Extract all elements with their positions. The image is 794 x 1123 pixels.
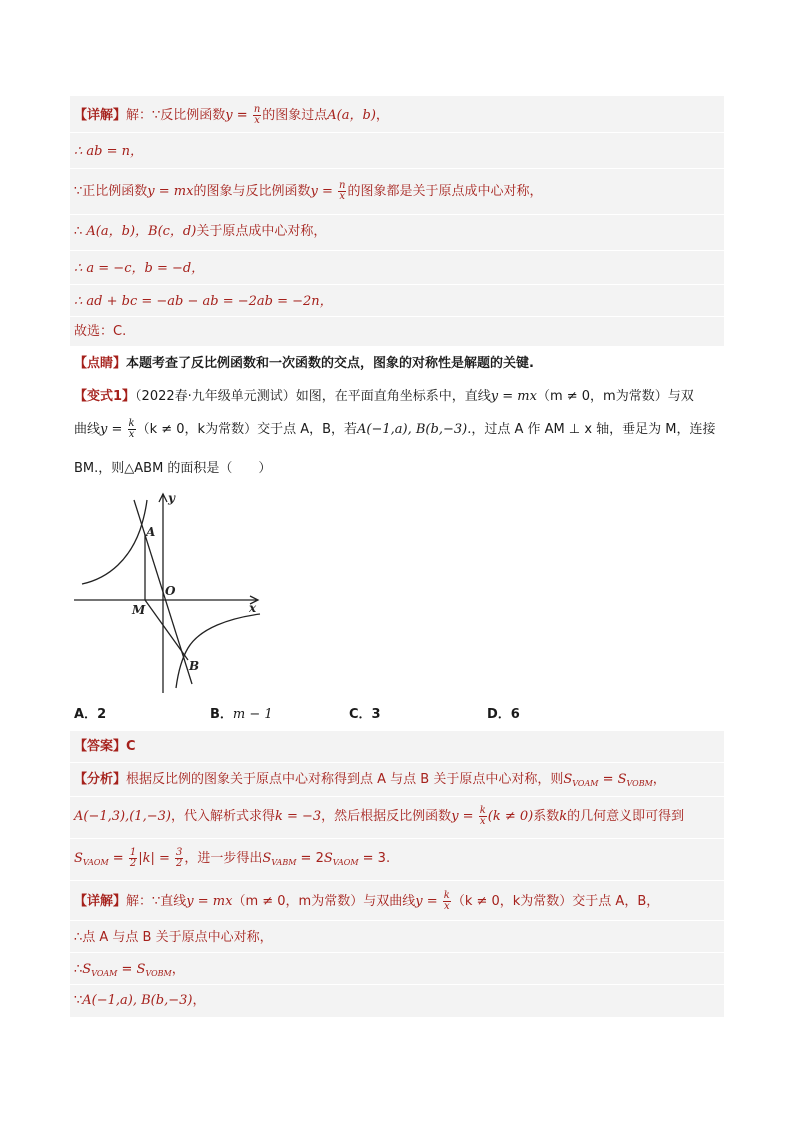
answer-tag: 【答案】 <box>74 739 127 754</box>
math: k = −3 <box>274 809 322 824</box>
fraction <box>128 419 136 440</box>
row-divider <box>70 984 724 985</box>
text: 根据反比例的图象关于原点中心对称得到点 A 与点 B 关于原点中心对称，则 <box>126 772 564 787</box>
text: ∵ <box>74 993 83 1008</box>
denominator: x <box>128 429 135 440</box>
text: ， <box>375 108 389 123</box>
option-text: m − 1 <box>232 707 273 722</box>
math: = <box>598 772 618 787</box>
denominator: x <box>479 816 486 827</box>
math: y = mx <box>186 894 233 909</box>
fraction <box>129 848 137 869</box>
text: （m ≠ 0，m为常数）与双 <box>536 389 694 404</box>
option-text: 6 <box>510 707 520 722</box>
math: A(a，b) <box>327 108 376 123</box>
fraction <box>338 181 346 202</box>
denominator: x <box>254 115 260 126</box>
denominator: 2 <box>129 858 137 869</box>
math: A(−1,3),(1,−3) <box>74 809 171 824</box>
analysis-line-3 <box>74 845 720 873</box>
numerator: 1 <box>129 847 137 858</box>
subscript: VAOM <box>332 858 359 867</box>
math: S <box>82 962 92 977</box>
detail2-line-1 <box>74 888 720 916</box>
detail-line-2: ∴ ab = n， <box>74 144 144 159</box>
subscript: VOAM <box>91 969 118 978</box>
row-divider <box>70 284 724 285</box>
math: S <box>74 851 83 866</box>
analysis-line-2 <box>74 803 720 831</box>
detail-line-4 <box>74 218 720 246</box>
subscript: VAOM <box>82 858 109 867</box>
label-b: B <box>189 659 200 673</box>
row-divider <box>70 250 724 251</box>
math: k <box>559 809 568 824</box>
subscript: VOBM <box>145 969 172 978</box>
math: |k| = <box>138 851 175 866</box>
numerator: 3 <box>176 847 183 858</box>
row-divider <box>70 920 724 921</box>
label-m: M <box>132 603 146 617</box>
fraction <box>253 105 261 126</box>
row-divider <box>70 838 724 839</box>
text: （k ≠ 0，k为常数）交于点 A，B，若 <box>136 422 358 437</box>
numerator: n <box>338 180 346 191</box>
text: （k ≠ 0，k为常数）交于点 A，B， <box>451 894 660 909</box>
math: S <box>262 851 272 866</box>
math: A(−1,a), B(b,−3). <box>357 422 472 437</box>
row-divider <box>70 952 724 953</box>
numerator: n <box>253 104 261 115</box>
math: y = <box>310 184 337 199</box>
text: 曲线 <box>74 422 101 437</box>
detail-line-6: ∴ ad + bc = −ab − ab = −2ab = −2n， <box>74 294 333 309</box>
hyperbola-branch-right <box>176 614 260 688</box>
text: 系数 <box>533 809 560 824</box>
row-divider <box>70 214 724 215</box>
row-divider <box>70 168 724 169</box>
math: S <box>617 772 627 787</box>
text: ∴ <box>74 224 87 239</box>
numerator: k <box>443 890 450 901</box>
option-d[interactable] <box>487 705 520 725</box>
subscript: VOAM <box>572 779 599 788</box>
label-x: x <box>249 601 257 615</box>
comment-text: 本题考查了反比例函数和一次函数的交点，图象的对称性是解题的关键. <box>126 356 534 371</box>
row-divider <box>70 762 724 763</box>
text: 解：∵直线 <box>126 894 187 909</box>
comment-line <box>74 350 720 378</box>
detail-line-3 <box>74 178 720 206</box>
math: (k ≠ 0) <box>487 809 534 824</box>
numerator: k <box>128 418 135 429</box>
option-c[interactable] <box>349 705 381 725</box>
problem-tag: 【变式1】 <box>74 389 136 404</box>
math: = 3. <box>358 851 391 866</box>
detail-tag: 【详解】 <box>74 894 127 909</box>
math: S <box>136 962 146 977</box>
option-a[interactable] <box>74 705 106 725</box>
hyperbola-branch-left <box>82 500 147 584</box>
analysis-line-1 <box>74 766 720 794</box>
text: 解：∵反比例函数 <box>126 108 226 123</box>
option-text: 3 <box>371 707 381 722</box>
row-divider <box>70 796 724 797</box>
detail-line-5: ∴ a = −c，b = −d， <box>74 261 205 276</box>
text: 的图象过点 <box>262 108 328 123</box>
problem-line-1 <box>74 385 724 409</box>
text: ，进一步得出 <box>184 851 263 866</box>
text: ，过点 A 作 AM ⊥ x 轴，垂足为 M，连接 <box>471 422 716 437</box>
math: S <box>563 772 573 787</box>
text: 的几何意义即可得到 <box>567 809 685 824</box>
fraction <box>175 848 183 869</box>
denominator: x <box>443 901 450 912</box>
coordinate-figure <box>70 488 270 698</box>
detail-tag: 【详解】 <box>74 108 127 123</box>
math: y = mx <box>490 389 537 404</box>
text: 的图象都是关于原点成中心对称， <box>347 184 543 199</box>
math: y = <box>100 422 127 437</box>
denominator: 2 <box>176 858 183 869</box>
detail2-line-2: ∴点 A 与点 B 关于原点中心对称， <box>74 930 273 945</box>
text: ∴ <box>74 962 83 977</box>
row-divider <box>70 316 724 317</box>
problem-line-2 <box>74 418 724 442</box>
text: （m ≠ 0，m为常数）与双曲线 <box>232 894 416 909</box>
label-o: O <box>165 584 176 598</box>
analysis-tag: 【分析】 <box>74 772 127 787</box>
label-y: y <box>168 491 175 505</box>
numerator: k <box>479 805 486 816</box>
option-letter: A． <box>74 707 98 722</box>
math: y = <box>415 894 442 909</box>
math: = <box>108 851 128 866</box>
comment-tag: 【点睛】 <box>74 356 127 371</box>
segment-bm <box>145 600 188 660</box>
text: ，代入解析式求得 <box>170 809 275 824</box>
text: ， <box>652 772 666 787</box>
fraction <box>479 806 487 827</box>
answer-line <box>74 733 720 761</box>
math: S <box>323 851 333 866</box>
row-divider <box>70 880 724 881</box>
answer-value: C <box>126 739 136 754</box>
math: y = <box>451 809 478 824</box>
fraction <box>443 891 451 912</box>
text: 的图象与反比例函数 <box>193 184 311 199</box>
detail2-line-3 <box>74 956 720 984</box>
denominator: x <box>339 191 346 202</box>
math: = <box>117 962 137 977</box>
subscript: VABM <box>271 858 297 867</box>
option-text: 2 <box>97 707 107 722</box>
text: 关于原点成中心对称， <box>196 224 327 239</box>
detail-line-7: 故选：C. <box>74 324 127 339</box>
option-letter: C． <box>349 707 372 722</box>
detail2-line-4 <box>74 987 720 1015</box>
math: = 2 <box>296 851 324 866</box>
detail-line-1 <box>74 102 720 130</box>
subscript: VOBM <box>626 779 653 788</box>
math: y = mx <box>147 184 194 199</box>
problem-line-3: BM.，则△ABM 的面积是（ ） <box>74 461 272 476</box>
option-letter: D． <box>487 707 511 722</box>
problem-source: （2022春·九年级单元测试） <box>135 389 296 404</box>
math: = <box>232 108 252 123</box>
math: y <box>225 108 233 123</box>
math: A(a，b)，B(c，d) <box>86 224 197 239</box>
text: ， <box>192 993 206 1008</box>
label-a: A <box>146 525 156 539</box>
math: A(−1,a), B(b,−3) <box>82 993 193 1008</box>
option-letter: B． <box>210 707 233 722</box>
text: ，然后根据反比例函数 <box>321 809 452 824</box>
text: ∵正比例函数 <box>74 184 148 199</box>
option-b[interactable] <box>210 705 273 725</box>
text: 如图，在平面直角坐标系中，直线 <box>295 389 491 404</box>
row-divider <box>70 132 724 133</box>
text: ， <box>171 962 185 977</box>
